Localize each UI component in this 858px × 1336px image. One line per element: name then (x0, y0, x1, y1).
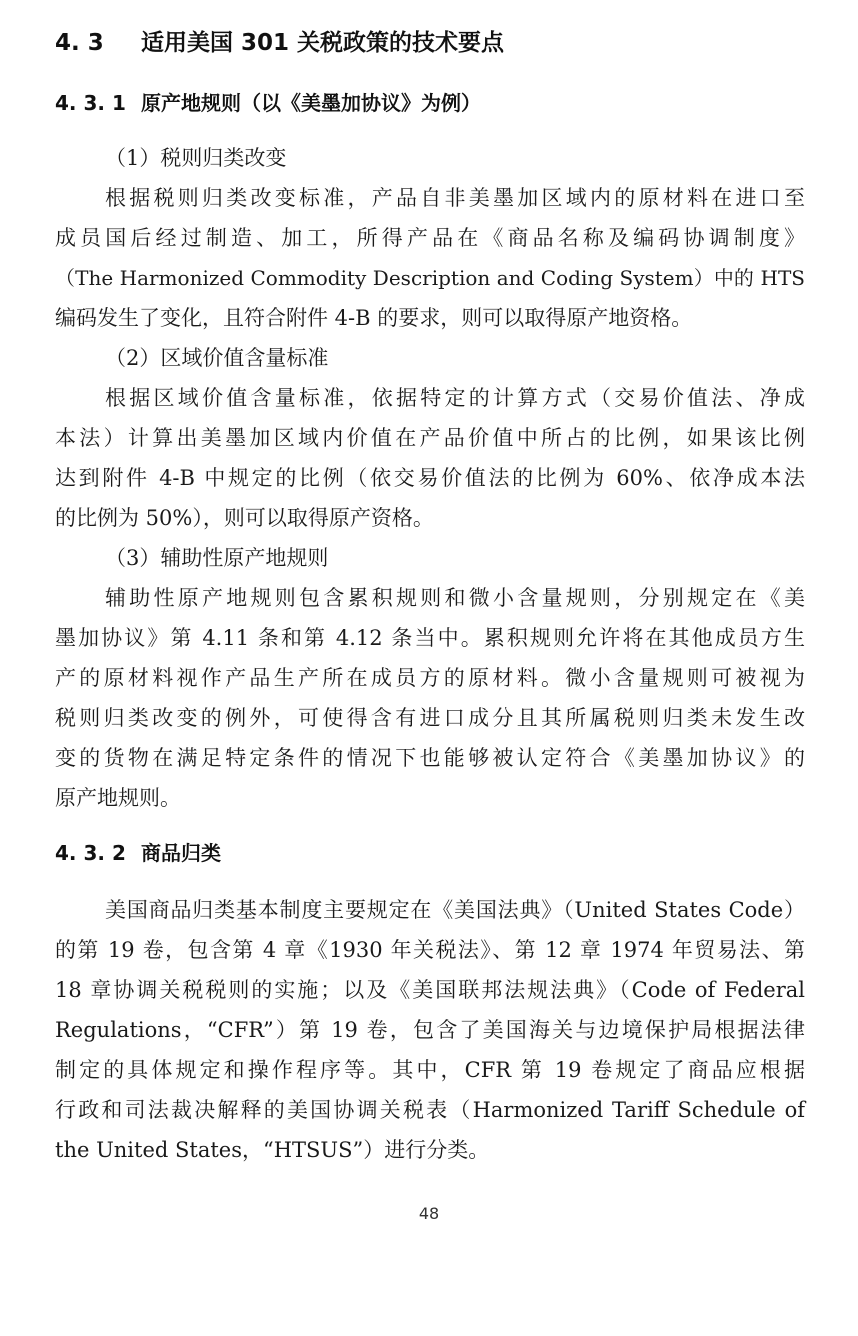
subsection-number: 4. 3. 1 (55, 91, 126, 115)
paragraph-line: 的比例为 50%），则可以取得原产资格。 (55, 506, 434, 530)
paragraph-line: 墨加协议》第 4.11 条和第 4.12 条当中。累积规则允许将在其他成员方生 (55, 626, 805, 650)
paragraph-line: 行政和司法裁决解释的美国协调关税表（Harmonized Tariff Schedule of (55, 1098, 805, 1122)
paragraph-line: 根据区域价值含量标准，依据特定的计算方式（交易价值法、净成 (105, 386, 805, 410)
paragraph-line: 美国商品归类基本制度主要规定在《美国法典》（United States Code） (105, 898, 805, 922)
paragraph-line: 税则归类改变的例外，可使得含有进口成分且其所属税则归类未发生改 (55, 706, 805, 730)
paragraph-line: （The Harmonized Commodity Description and Coding System）中的 HTS (55, 266, 805, 290)
section-number: 4. 3 (55, 30, 104, 56)
paragraph-line: 原产地规则。 (55, 786, 181, 810)
paragraph-line: 达到附件 4-B 中规定的比例（依交易价值法的比例为 60%、依净成本法 (55, 466, 805, 490)
subsection-title: 商品归类 (141, 841, 221, 865)
paragraph-line: 变的货物在满足特定条件的情况下也能够被认定符合《美墨加协议》的 (55, 746, 805, 770)
paragraph-line: 18 章协调关税税则的实施；以及《美国联邦法规法典》（Code of Federal (55, 978, 805, 1002)
paragraph-line: 成员国后经过制造、加工，所得产品在《商品名称及编码协调制度》 (55, 226, 805, 250)
item-heading-2: （2）区域价值含量标准 (105, 346, 329, 370)
item-heading-1: （1）税则归类改变 (105, 146, 287, 170)
paragraph-line: 本法）计算出美墨加区域内价值在产品价值中所占的比例，如果该比例 (55, 426, 805, 450)
section-title: 适用美国 301 关税政策的技术要点 (141, 30, 505, 56)
paragraph-line: 制定的具体规定和操作程序等。其中，CFR 第 19 卷规定了商品应根据 (55, 1058, 805, 1082)
subsection-number: 4. 3. 2 (55, 841, 126, 865)
subsection-title: 原产地规则（以《美墨加协议》为例） (141, 91, 481, 115)
page-number: 48 (418, 1204, 440, 1223)
paragraph-line: 产的原材料视作产品生产所在成员方的原材料。微小含量规则可被视为 (55, 666, 805, 690)
subsection-heading-4-3-2 (55, 838, 221, 868)
paragraph-line: 辅助性原产地规则包含累积规则和微小含量规则，分别规定在《美 (105, 586, 805, 610)
paragraph-line: 根据税则归类改变标准，产品自非美墨加区域内的原材料在进口至 (105, 186, 805, 210)
paragraph-line: the United States，“HTSUS”）进行分类。 (55, 1138, 490, 1162)
paragraph-line: 的第 19 卷，包含第 4 章《1930 年关税法》、第 12 章 1974 年贸易法、第 (55, 938, 805, 962)
subsection-heading-4-3-1 (55, 88, 481, 118)
paragraph-line: 编码发生了变化，且符合附件 4-B 的要求，则可以取得原产地资格。 (55, 306, 693, 330)
paragraph-line: Regulations，“CFR”）第 19 卷，包含了美国海关与边境保护局根据法律 (55, 1018, 805, 1042)
section-heading (55, 26, 504, 60)
item-heading-3: （3）辅助性原产地规则 (105, 546, 329, 570)
